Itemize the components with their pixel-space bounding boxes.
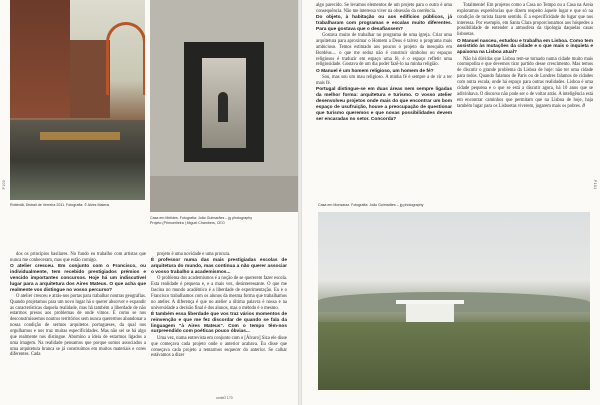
left-column-1 — [10, 252, 146, 358]
right-margin-label: P101 — [593, 180, 597, 190]
museum-photo — [150, 0, 298, 212]
interview-question: É também essa liberdade que vos traz vários momentos de reinvenção e que me fez discordar de quando se fala da linguagem "à Aires Mateus". Com o tempo têm-nos surpreendido com poéticas pouco óbvias... — [151, 311, 287, 335]
interview-answer: Não há dúvidas que Lisboa tem-se tornado numa cidade muito mais cosmopolita e que devemos tirar partido desse crescimento. Mas temos de discutir o grande problema da Lisboa de hoje: não ter uma cidade para todos. Quando falamos de Paris ou de Londres falamos de cidades com outra escala, onde há espaço para outras realidades. Lisboa é uma cidade pequena e o que se está a discutir agora, há 10 anos que se adivinhava. O discurso não pode ser o de voltar atrás. A inteligência está em encontrar caminhos que permitam que na Lisboa de hoje, haja também lugar para os Lisboetas viverem, jogarem mais os pobres. // — [457, 56, 593, 110]
interview-answer: dos os princípios basilares. No fundo eu trabalho com artistas que nunca me conheceram, mas que estão comigo. — [10, 252, 146, 263]
article-end-mark: // — [581, 103, 585, 109]
left-margin-label: P100 — [2, 180, 6, 190]
right-column-1 — [316, 3, 452, 122]
right-column-2 — [457, 3, 593, 110]
interview-answer: Uma vez, numa entrevista em conjunto com o [Álvaro] Siza ele disse que começava cada projeto onde o anterior acabava. Eu disse que começava cada projeto a tentarmos esquecer do anterior. Se calhar estávamos a dizer — [151, 335, 287, 359]
interview-question: Do objeto, à habitação ou aos edifícios públicos, já trabalharam com programas e escalas muito diferentes. Para que gostava que o desafiassem? — [316, 15, 452, 32]
landscape-photo — [318, 212, 590, 390]
interview-answer: algo parecido. Se levamos elementos de um projeto para o outro é uma consequência. Não me interessa viver na obsessão da coerência. — [316, 3, 452, 14]
interview-answer: Sou, mas sou um mau religioso. A minha fé é sempre a de vir a ter mais fé. — [316, 75, 452, 86]
museum-photo-caption: Casa em Melides. Fotografia: João Guimarães – jg photography Projeto (Primoerlieira | Miguel Chambers, CEO — [150, 216, 253, 225]
interview-answer: O problema dos academismos é a noção de se quererem fazer escola. Esta realidade é pequena e, e a mais vez, desinteressante. O que me fascina no mundo académico é a liberdade de experimentação. Eu e o Francisco trabalhamos com os alunos da mesma forma que trabalhamos no atelier. A diferença é que no atelier a última palavra é nossa e na universidade a decisão final é dos alunos, mas o método é o mesmo. — [151, 276, 287, 311]
interview-question: Portugal distingue-se em duas áreas nem sempre ligadas da melhor forma: arquitetura e turismo. O vosso atelier desenvolveu projetos onde mais do que encontrar um bom espaço de usufruição, houve a preocupação de questionar que turismo queremos e que novas possibilidades devem ser encaradas no setor. Concorda? — [316, 87, 452, 122]
dock-photo-caption: Rotterdã, Distrail de Verreira 2011. Fotografia: © Alves Mateus — [10, 203, 110, 207]
interview-question: O Manuel nasceu, estudou e trabalha em Lisboa. Como tem assistido às mutações da cidade e o que mais o inquieta e apaixona na Lisboa atual? — [457, 38, 593, 56]
interview-question: O Manuel é um homem religioso, um homem de fé? — [316, 68, 434, 74]
right-page — [302, 0, 600, 405]
interview-question: O atelier cresceu. Em conjunto com o Francisco, ou individualmente, tem recebido prestigiados prémios e vencido importantes concursos. Hoje há um indiscutível lugar para a arquitetura dos Aires Mateus. O que acha que realmente vos distingue no vosso percurso? — [10, 264, 146, 293]
interview-answer: Gostava muito de trabalhar no programa de uma igreja. Criar uma arquitetura para aproximar o Homem a Deus é talvez o programa mais ambicioso. Temos estimado aos poucos o projeto da mesquita em Bordéus.... o que me seduz não é construir símbolos ou espaços religiosos é traduzir em espaço uma fé, é o espaço refletir uma religiosidade. Gostava de um dia poder fazê-lo na minha religião. — [316, 33, 452, 68]
interview-answer: Totalmente! Em projetos como a Casa no Tempo ou a Casa na Areia exploramos experiências que dizem respeito àquele lugar e que só na condição de turista fazem sentido. É a especificidade do lugar que nos interessa. Por exemplo, em Santa Clara proporcionamos aos hóspedes a possibilidade de entender a atmosfera da tipologia daquelas casas lisboetas. — [457, 3, 593, 38]
landscape-photo-caption: Casa em Monsaraz. Fotografia: João Guimarães – jg photography — [318, 203, 424, 207]
interview-question: É professor numa das mais prestigiadas escolas de arquitetura do mundo, mas continua a não querer associar o vosso trabalho a academismos... — [151, 258, 287, 276]
interview-answer: projeto é uma novidade e uma procura. — [157, 252, 231, 257]
interview-answer: O atelier cresceu e atrás-nos portas para trabalhar noutras geografias. Quando projetamos para um novo lugar há o querer absorver e expandir as características daquela realidade, mas há também a liberdade de não estarmos presos aos problemas de onde vimos. É como se nos desconstruíssemos noutros territórios sem nunca querermos abandonar a nossa condição de sermos arquitetos portugueses, da qual nos orgulhamos e nos traz muitas especificidades. Mas não sei se há algo que realmente nos distingue. Abomino a ideia de estarmos ligados a uma imagem. Na realidade pensamos que porque somos associados a uma arquitetura branca se já construímos em muitos materiais e cores diferentes. Cada — [10, 293, 146, 358]
left-folio: umbiO 170 — [216, 396, 233, 400]
left-column-2 — [151, 252, 287, 359]
left-page — [0, 0, 298, 405]
dock-photo — [10, 0, 145, 200]
